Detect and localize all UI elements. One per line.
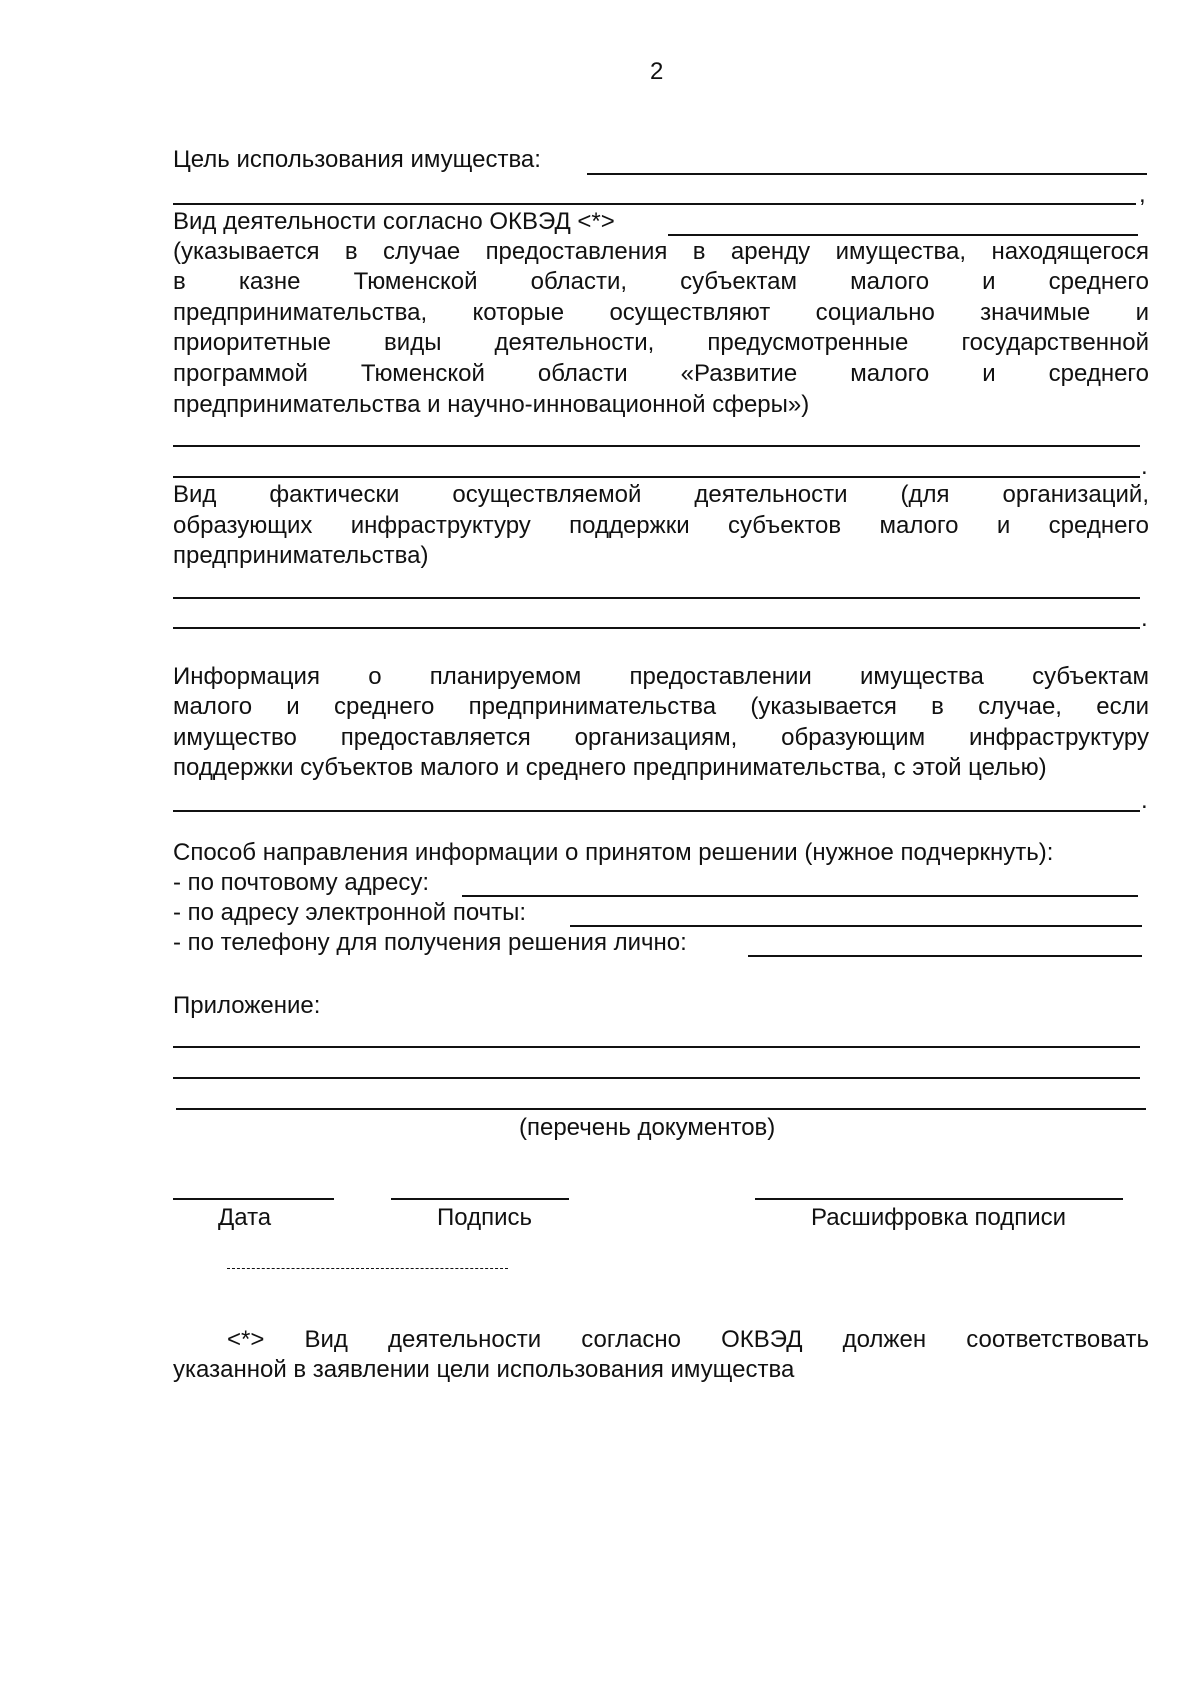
purpose-comma: ,: [1139, 181, 1146, 208]
okved-note-line: предпринимательства, которые осуществляют социально значимые и: [173, 299, 1149, 326]
delivery-email-label: - по адресу электронной почты:: [173, 899, 527, 926]
actual-activity-field-2[interactable]: [173, 627, 1140, 629]
purpose-field-2[interactable]: [173, 203, 1136, 205]
okved-note-line: программой Тюменской области «Развитие малого и среднего: [173, 360, 1149, 387]
signature-decode-label: Расшифровка подписи: [811, 1204, 1067, 1231]
planned-info-line: имущество предоставляется организациям, образующим инфраструктуру: [173, 724, 1149, 751]
attachment-field[interactable]: [173, 1046, 1140, 1048]
actual-activity-field[interactable]: [173, 597, 1140, 599]
attachment-field-3[interactable]: [176, 1108, 1146, 1110]
actual-activity-last: предпринимательства): [173, 542, 429, 569]
planned-info-line: малого и среднего предпринимательства (указывается в случае, если: [173, 693, 1149, 720]
planned-info-field[interactable]: [173, 810, 1140, 812]
delivery-phone-label: - по телефону для получения решения лично:: [173, 929, 687, 956]
attachment-label: Приложение:: [173, 992, 321, 1019]
planned-info-period: .: [1141, 787, 1148, 814]
okved-activity-field[interactable]: [173, 445, 1140, 447]
okved-field[interactable]: [668, 234, 1138, 236]
footnote-line-2: указанной в заявлении цели использования имущества: [173, 1356, 795, 1383]
okved-note-last: предпринимательства и научно-инновационной сферы»): [173, 391, 810, 418]
date-label: Дата: [218, 1204, 272, 1231]
okved-period: .: [1141, 453, 1148, 480]
footnote-separator: [227, 1268, 508, 1269]
actual-activity-period: .: [1141, 605, 1148, 632]
actual-activity-line: образующих инфраструктуру поддержки субъектов малого и среднего: [173, 512, 1149, 539]
okved-note-line: (указывается в случае предоставления в аренду имущества, находящегося: [173, 238, 1149, 265]
delivery-heading: Способ направления информации о принятом решении (нужное подчеркнуть):: [173, 839, 1054, 866]
purpose-label: Цель использования имущества:: [173, 146, 541, 173]
delivery-email-field[interactable]: [570, 925, 1142, 927]
delivery-postal-field[interactable]: [462, 895, 1138, 897]
attachment-field-2[interactable]: [173, 1077, 1140, 1079]
date-field[interactable]: [173, 1198, 334, 1200]
page-number: 2: [650, 58, 664, 85]
okved-note-line: приоритетные виды деятельности, предусмотренные государственной: [173, 329, 1149, 356]
footnote-line-1: <*> Вид деятельности согласно ОКВЭД должен соответствовать: [227, 1326, 1149, 1353]
delivery-phone-field[interactable]: [748, 955, 1142, 957]
signature-label: Подпись: [437, 1204, 532, 1231]
signature-decode-field[interactable]: [755, 1198, 1123, 1200]
attachment-caption: (перечень документов): [519, 1114, 776, 1141]
actual-activity-line: Вид фактически осуществляемой деятельности (для организаций,: [173, 481, 1149, 508]
okved-note-line: в казне Тюменской области, субъектам малого и среднего: [173, 268, 1149, 295]
signature-field[interactable]: [391, 1198, 569, 1200]
delivery-postal-label: - по почтовому адресу:: [173, 869, 430, 896]
purpose-field[interactable]: [587, 173, 1147, 175]
planned-info-line: поддержки субъектов малого и среднего предпринимательства, с этой целью): [173, 754, 1047, 781]
okved-activity-field-2[interactable]: [173, 476, 1140, 478]
planned-info-line: Информация о планируемом предоставлении имущества субъектам: [173, 663, 1149, 690]
okved-label: Вид деятельности согласно ОКВЭД <*>: [173, 208, 615, 235]
